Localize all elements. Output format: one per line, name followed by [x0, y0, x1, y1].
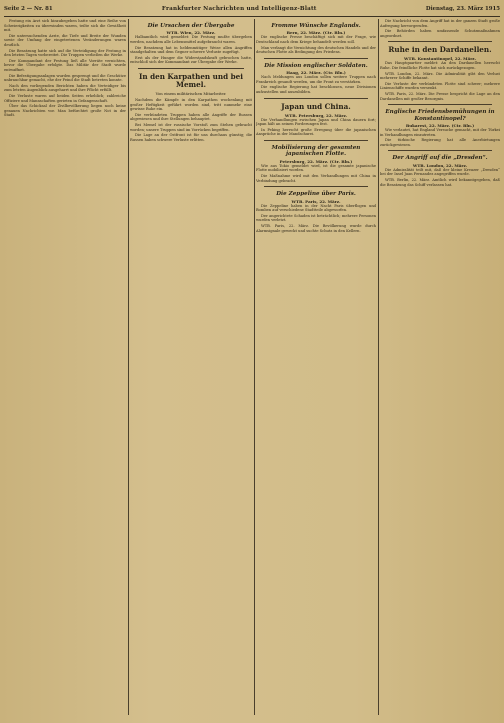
dateline: WTB. London, 22. März.	[412, 162, 468, 168]
article-subheading: Von einem militärischen Mitarbeiter.	[155, 90, 227, 96]
column-3	[256, 19, 376, 715]
dateline: Petersburg, 22. März. (Ctr. Bln.)	[279, 158, 353, 164]
paragraph: Die Behörden haben umfassende Schutzmaßnahmen angeordnet.	[380, 29, 500, 38]
paragraph: Nach Meldungen aus London sollen weitere Truppen nach Frankreich gesandt werden, um die Front zu verstärken.	[256, 75, 376, 84]
paragraph: WTB. Paris, 22. März. Die Presse bespricht die Lage an den Dardanellen mit großer Besorgnis.	[380, 91, 500, 101]
dateline: Haag, 22. März. (Ctr. Bln.)	[286, 70, 346, 76]
paragraph: Die englische Regierung hat beschlossen, neue Divisionen aufzustellen und auszubilden.	[256, 85, 376, 94]
page-number: Seite 2 — Nr. 81	[4, 6, 53, 12]
dateline: WTB. Konstantinopel, 22. März.	[404, 56, 476, 62]
article-heading: Englische Friedensbemühungen in Konstantinopel?	[385, 109, 495, 122]
paragraph: Die Verluste waren auf beiden Seiten erheblich; zahlreiche Offiziere und Mannschaften gerieten in Gefangenschaft.	[4, 93, 126, 103]
paragraph: Nachdem die Kämpfe in den Karpathen wochenlang mit großer Heftigkeit geführt worden sind, tritt nunmehr eine gewisse Ruhe ein.	[130, 97, 252, 112]
paragraph: Über das Schicksal der Zivilbevölkerung liegen noch keine genauen Nachrichten vor. Man befürchtet große Not in der Stadt.	[4, 104, 126, 118]
column-4	[380, 19, 500, 715]
article-heading: In den Karpathen und bei Memel.	[139, 71, 243, 89]
article-separator	[388, 104, 492, 105]
paragraph: Wie aus Tokio gemeldet wird, ist die gesamte japanische Flotte mobilisiert worden.	[256, 163, 376, 173]
paragraph: WTB. Paris, 22. März. Die Bevölkerung wurde durch Alarmsignale geweckt und suchte Schutz in den Kellern.	[256, 223, 376, 233]
page-header	[4, 2, 500, 17]
paragraph: Die verbündeten Truppen haben alle Angriffe der Russen abgewiesen und ihre Stellungen behauptet.	[130, 112, 252, 122]
paragraph: Halbamtlich wird gemeldet: Die Festung mußte übergeben werden, nachdem alle Lebensmittel aufgebraucht waren.	[130, 35, 252, 44]
dateline: Bukarest, 22. März. (Ctr. Bln.)	[405, 122, 475, 128]
article-separator	[264, 186, 368, 187]
article-heading: Der Angriff auf die „Dresden“.	[392, 155, 488, 162]
paragraph: WTB. Berlin, 22. März. Amtlich wird bekanntgegeben, daß die Besatzung das Schiff verlassen hat.	[380, 177, 500, 187]
paragraph: Die englische Presse beschäftigt sich mit der Frage, wie Deutschland nach dem Kriege behandelt werden soll.	[256, 35, 376, 44]
paragraph: Die Zeppeline haben in der Nacht Paris überflogen und Bomben auf verschiedene Stadtteile abgeworfen.	[256, 203, 376, 213]
issue-date: Dienstag, 23. März 1915	[425, 6, 500, 12]
dateline: WTB. Petersburg, 22. März.	[284, 112, 348, 118]
article-separator	[264, 58, 368, 59]
paragraph: Die untersuchenden Arzte, die Tiefe und Breite der Wunden sowie der Umfang der eingetretenen Veränderungen waren deutlich.	[4, 33, 126, 47]
article-heading: Die Mission englischer Soldaten.	[264, 62, 368, 69]
paragraph: Der angerichtete Schaden ist beträchtlich; mehrere Personen wurden verletzt.	[256, 213, 376, 223]
paragraph: Bei Memel ist der russische Vorstoß zum Stehen gebracht worden; unsere Truppen sind im Vorrücken begriffen.	[130, 122, 252, 132]
paragraph: Die Besatzung hatte sich auf die Verteidigung der Festung in den letzten Tagen vorbereitet. Die Truppen verließen die Werke.	[4, 48, 126, 58]
article-heading: Mobilisierung der gesamten japanischen Flotte.	[271, 144, 361, 158]
article-separator	[264, 98, 368, 99]
article-heading: Ruhe in den Dardanellen.	[388, 45, 492, 55]
paragraph: Der Kommandant der Festung ließ alle Vorräte vernichten, bevor die Übergabe erfolgte. Das Militär der Stadt wurde entwaffnet.	[4, 58, 126, 72]
paragraph: WTB. London, 22. März. Die Admiralität gibt den Verlust mehrerer Schiffe bekannt.	[380, 71, 500, 81]
paragraph: Die Besatzung hat in heldenmütiger Weise allen Angriffen standgehalten und dem Gegner schwere Verluste zugefügt.	[130, 45, 252, 55]
paragraph: Die Verluste der verbündeten Flotte sind schwer; mehrere Linienschiffe wurden versenkt.	[380, 81, 500, 91]
article-separator	[264, 140, 368, 141]
column-2	[130, 19, 252, 715]
article-heading: Fromme Wünsche Englands.	[271, 23, 361, 29]
paragraph: Die Lage an der Ostfront ist für uns durchaus günstig; die Russen haben schwere Verluste erlitten.	[130, 133, 252, 142]
column-1	[4, 19, 126, 715]
paragraph: Die Admiralität teilt mit, daß der kleine Kreuzer „Dresden“ bei der Insel Juan Fernandez angegriffen wurde.	[380, 167, 500, 177]
article-heading: Die Zeppeline über Paris.	[276, 191, 356, 198]
newspaper-title: Frankfurter Nachrichten und Intelligenz-Blatt	[161, 6, 317, 12]
paragraph: Festung ein Arzt sich hinzubegeben hatte und eine Reihe von Schwierigkeiten zu überwinden waren, teilte sich die Gewißheit mit.	[4, 19, 126, 33]
paragraph: Das Hauptquartier meldet: An den Dardanellen herrscht Ruhe. Die feindliche Flotte hat sich zurückgezogen.	[380, 61, 500, 70]
dateline: WTB. Wien, 22. März.	[166, 30, 216, 36]
article-separator	[138, 68, 244, 69]
paragraph: Die Nachricht von dem Angriff hat in der ganzen Stadt große Aufregung hervorgerufen.	[380, 19, 500, 28]
article-heading: Japan und China.	[281, 101, 351, 111]
paragraph: Die türkische Regierung hat alle Anerbietungen zurückgewiesen.	[380, 138, 500, 147]
paragraph: In Peking herrscht große Erregung über die japanischen Ansprüche in der Mandschurei.	[256, 127, 376, 137]
article-columns	[4, 19, 500, 715]
paragraph: Die Befestigungsanlagen wurden gesprengt und die Geschütze unbrauchbar gemacht, ehe der Feind die Stadt betreten konnte.	[4, 73, 126, 83]
paragraph: Nach den vorliegenden Berichten haben die Verteidiger bis zum letzten Augenblick ausgeharrt und ihre Pflicht erfüllt.	[4, 83, 126, 93]
dateline: WTB. Paris, 22. März.	[291, 198, 341, 204]
paragraph: Erst als der Hunger die Widerstandskraft gebrochen hatte, entschloß sich der Kommandant zur Übergabe der Werke.	[130, 55, 252, 65]
article-separator	[388, 41, 492, 42]
paragraph: Wie verlautet, hat England Versuche gemacht, mit der Türkei in Verhandlungen einzutreten.	[380, 127, 500, 137]
paragraph: Man verlangt die Vernichtung des deutschen Handels und der deutschen Flotte als Bedingung des Friedens.	[256, 45, 376, 55]
dateline: Bern, 22. März. (Ctr. Bln.)	[286, 30, 346, 36]
article-heading: Die Ursachen der Übergabe	[147, 23, 235, 29]
paragraph: Die Maßnahme wird mit den Verhandlungen mit China in Verbindung gebracht.	[256, 173, 376, 183]
article-separator	[388, 150, 492, 151]
paragraph: Die Verhandlungen zwischen Japan und China dauern fort; Japan hält an seinen Forderungen fest.	[256, 117, 376, 127]
